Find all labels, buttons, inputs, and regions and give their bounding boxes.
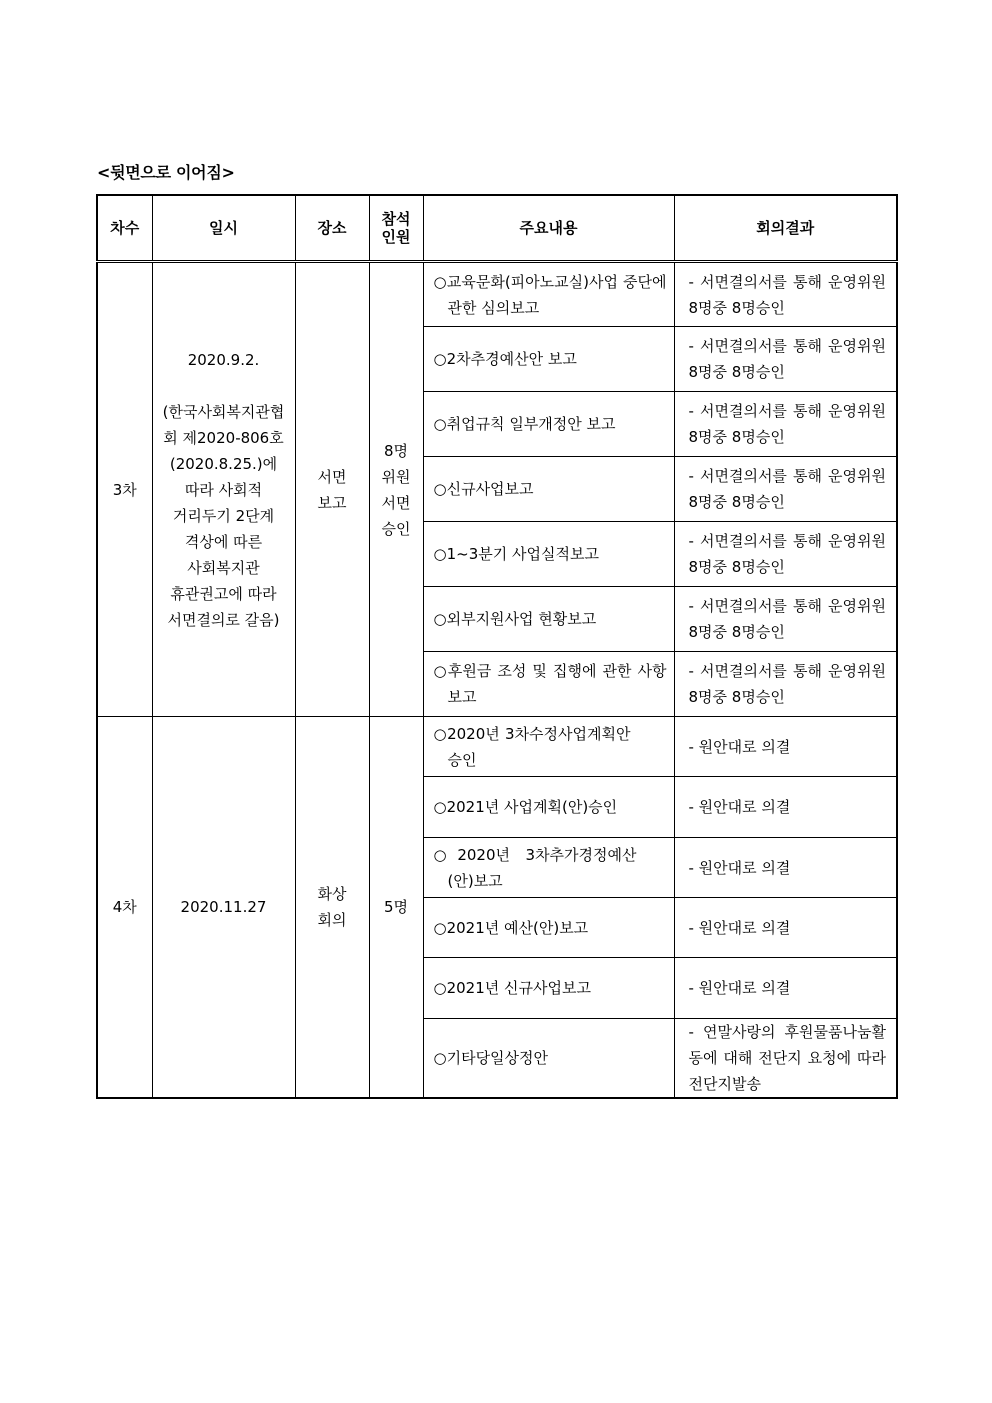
content-cell: ○1~3분기 사업실적보고 — [423, 522, 674, 587]
round-cell: 3차 — [97, 262, 152, 717]
result-cell: - 원안대로 의결 — [674, 777, 897, 838]
content-cell: ○신규사업보고 — [423, 457, 674, 522]
header-content: 주요내용 — [423, 195, 674, 262]
result-cell: - 서면결의서를 통해 운영위원 8명중 8명승인 — [674, 652, 897, 717]
round-cell: 4차 — [97, 717, 152, 1099]
content-cell: ○취업규칙 일부개정안 보고 — [423, 392, 674, 457]
table-row — [97, 717, 897, 777]
header-round: 차수 — [97, 195, 152, 262]
result-cell: - 서면결의서를 통해 운영위원 8명중 8명승인 — [674, 327, 897, 392]
result-cell: - 원안대로 의결 — [674, 958, 897, 1019]
result-cell: - 연말사랑의 후원물품나눔활동에 대해 전단지 요청에 따라 전단지발송 — [674, 1019, 897, 1099]
content-cell: ○2020년 3차수정사업계획안 승인 — [423, 717, 674, 777]
header-attendance: 참석 인원 — [369, 195, 423, 262]
content-cell: ○교육문화(피아노교실)사업 중단에 관한 심의보고 — [423, 262, 674, 327]
result-cell: - 원안대로 의결 — [674, 717, 897, 777]
header-date: 일시 — [152, 195, 295, 262]
result-cell: - 서면결의서를 통해 운영위원 8명중 8명승인 — [674, 587, 897, 652]
header-row — [97, 195, 897, 262]
result-cell: - 원안대로 의결 — [674, 898, 897, 958]
meeting-table — [96, 194, 898, 1099]
header-place: 장소 — [295, 195, 369, 262]
content-cell: ○2021년 사업계획(안)승인 — [423, 777, 674, 838]
content-cell: ○2021년 예산(안)보고 — [423, 898, 674, 958]
result-cell: - 서면결의서를 통해 운영위원 8명중 8명승인 — [674, 457, 897, 522]
content-cell: ○2차추경예산안 보고 — [423, 327, 674, 392]
table-row — [97, 262, 897, 327]
result-cell: - 서면결의서를 통해 운영위원 8명중 8명승인 — [674, 392, 897, 457]
result-cell: - 서면결의서를 통해 운영위원 8명중 8명승인 — [674, 522, 897, 587]
content-cell: ○후원금 조성 및 집행에 관한 사항보고 — [423, 652, 674, 717]
date-cell: 2020.11.27 — [152, 717, 295, 1099]
content-cell: ○2021년 신규사업보고 — [423, 958, 674, 1019]
continued-note: <뒷면으로 이어짐> — [97, 163, 235, 182]
attendance-cell: 5명 — [369, 717, 423, 1099]
header-result: 회의결과 — [674, 195, 897, 262]
result-cell: - 원안대로 의결 — [674, 838, 897, 898]
place-cell: 화상 회의 — [295, 717, 369, 1099]
result-cell: - 서면결의서를 통해 운영위원 8명중 8명승인 — [674, 262, 897, 327]
date-cell: 2020.9.2. (한국사회복지관협 회 제2020-806호 (2020.8.25.)에 따라 사회적 거리두기 2단계 격상에 따른 사회복지관 휴관권고에 따라 서면결의로 갈음) — [152, 262, 295, 717]
content-cell: ○기타당일상정안 — [423, 1019, 674, 1099]
attendance-cell: 8명 위원 서면 승인 — [369, 262, 423, 717]
content-cell: ○외부지원사업 현황보고 — [423, 587, 674, 652]
content-cell: ○2020년 3차추가경정예산(안)보고 — [423, 838, 674, 898]
place-cell: 서면 보고 — [295, 262, 369, 717]
